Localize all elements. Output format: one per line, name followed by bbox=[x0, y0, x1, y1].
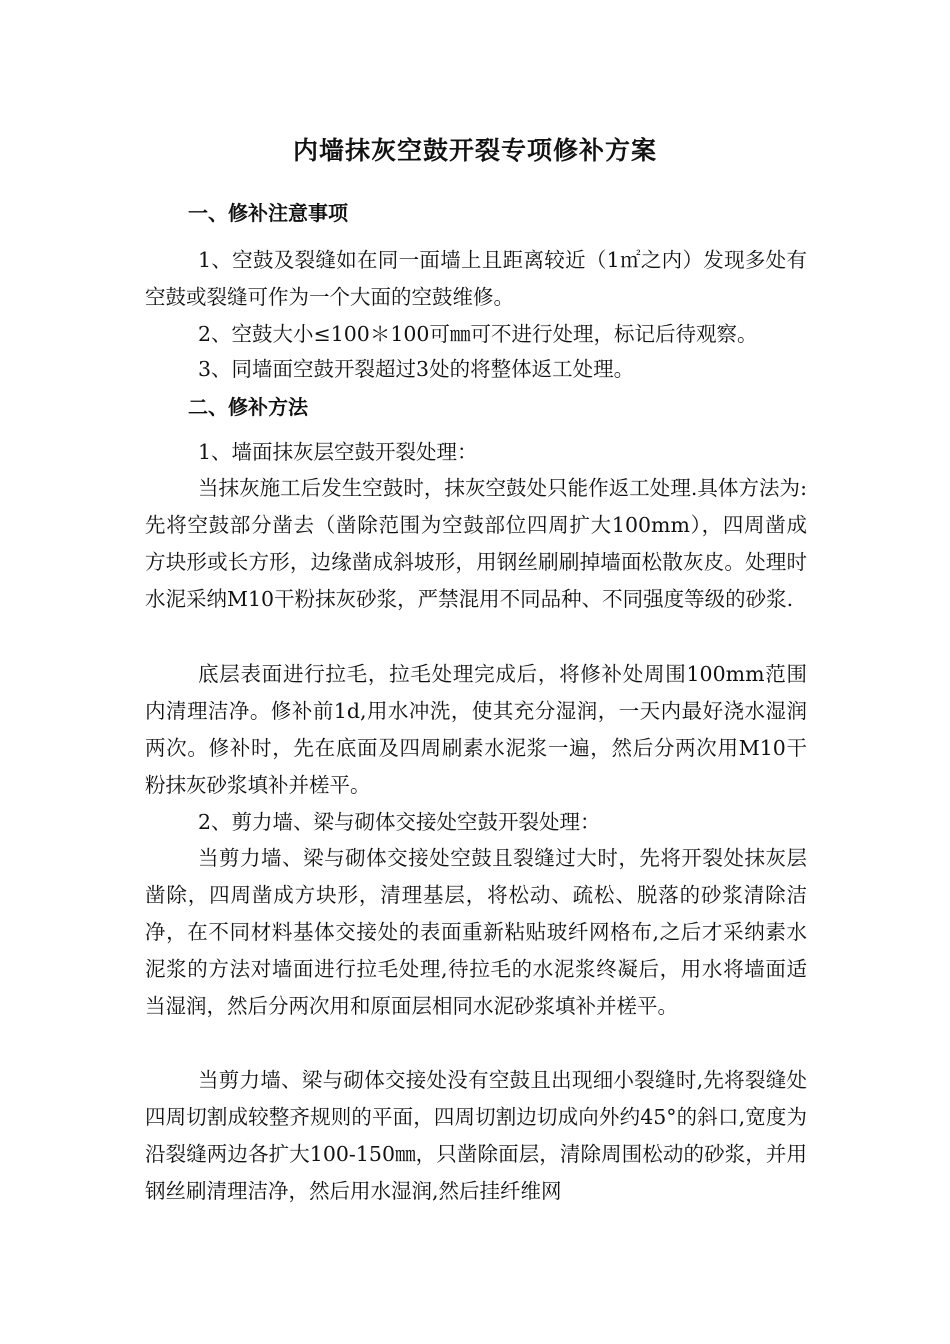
method-2-paragraph-2: 当剪力墙、梁与砌体交接处没有空鼓且出现细小裂缝时,先将裂缝处四周切割成较整齐规则的平面，四周切割边切成向外约45°的斜口,宽度为沿裂缝两边各扩大100-150㎜，只凿除面层，清除周围松动的砂浆，并用钢丝刷清理洁净，然后用水湿润,然后挂纤维网 bbox=[145, 1068, 807, 1203]
method-1-heading: 1、墙面抹灰层空鼓开裂处理： bbox=[198, 440, 478, 464]
method-1-paragraph-2: 底层表面进行拉毛，拉毛处理完成后，将修补处周围100mm范围内清理洁净。修补前1d,用水冲洗，使其充分湿润，一天内最好浇水湿润两次。修补时，先在底面及四周刷素水泥浆一遍，然后分两次用M10干粉抹灰砂浆填补并槎平。 bbox=[145, 662, 807, 797]
section-heading-methods: 二、修补方法 bbox=[188, 395, 308, 419]
method-2-heading: 2、剪力墙、梁与砌体交接处空鼓开裂处理： bbox=[198, 810, 601, 834]
precaution-item-2: 2、空鼓大小≤100＊100可㎜可不进行处理，标记后待观察。 bbox=[198, 322, 758, 346]
method-1-paragraph-1: 当抹灰施工后发生空鼓时，抹灰空鼓处只能作返工处理.具体方法为:先将空鼓部分凿去（凿除范围为空鼓部位四周扩大100mm），四周凿成方块形或长方形，边缘凿成斜坡形，用钢丝刷刷掉墙面松散灰皮。处理时水泥采纳M10干粉抹灰砂浆，严禁混用不同品种、不同强度等级的砂浆. bbox=[145, 476, 807, 611]
section-heading-precautions: 一、修补注意事项 bbox=[188, 201, 348, 225]
precaution-item-1: 1、空鼓及裂缝如在同一面墙上且距离较近（1㎡之内）发现多处有空鼓或裂缝可作为一个大面的空鼓维修。 bbox=[145, 248, 807, 309]
precaution-item-3: 3、同墙面空鼓开裂超过3处的将整体返工处理。 bbox=[198, 357, 635, 381]
document-title: 内墙抹灰空鼓开裂专项修补方案 bbox=[292, 136, 657, 165]
method-2-paragraph-1: 当剪力墙、梁与砌体交接处空鼓且裂缝过大时，先将开裂处抹灰层凿除，四周凿成方块形，清理基层，将松动、疏松、脱落的砂浆清除洁净，在不同材料基体交接处的表面重新粘贴玻纤网格布,之后才采纳素水泥浆的方法对墙面进行拉毛处理,待拉毛的水泥浆终凝后，用水将墙面适当湿润，然后分两次用和原面层相同水泥砂浆填补并槎平。 bbox=[145, 846, 807, 1018]
